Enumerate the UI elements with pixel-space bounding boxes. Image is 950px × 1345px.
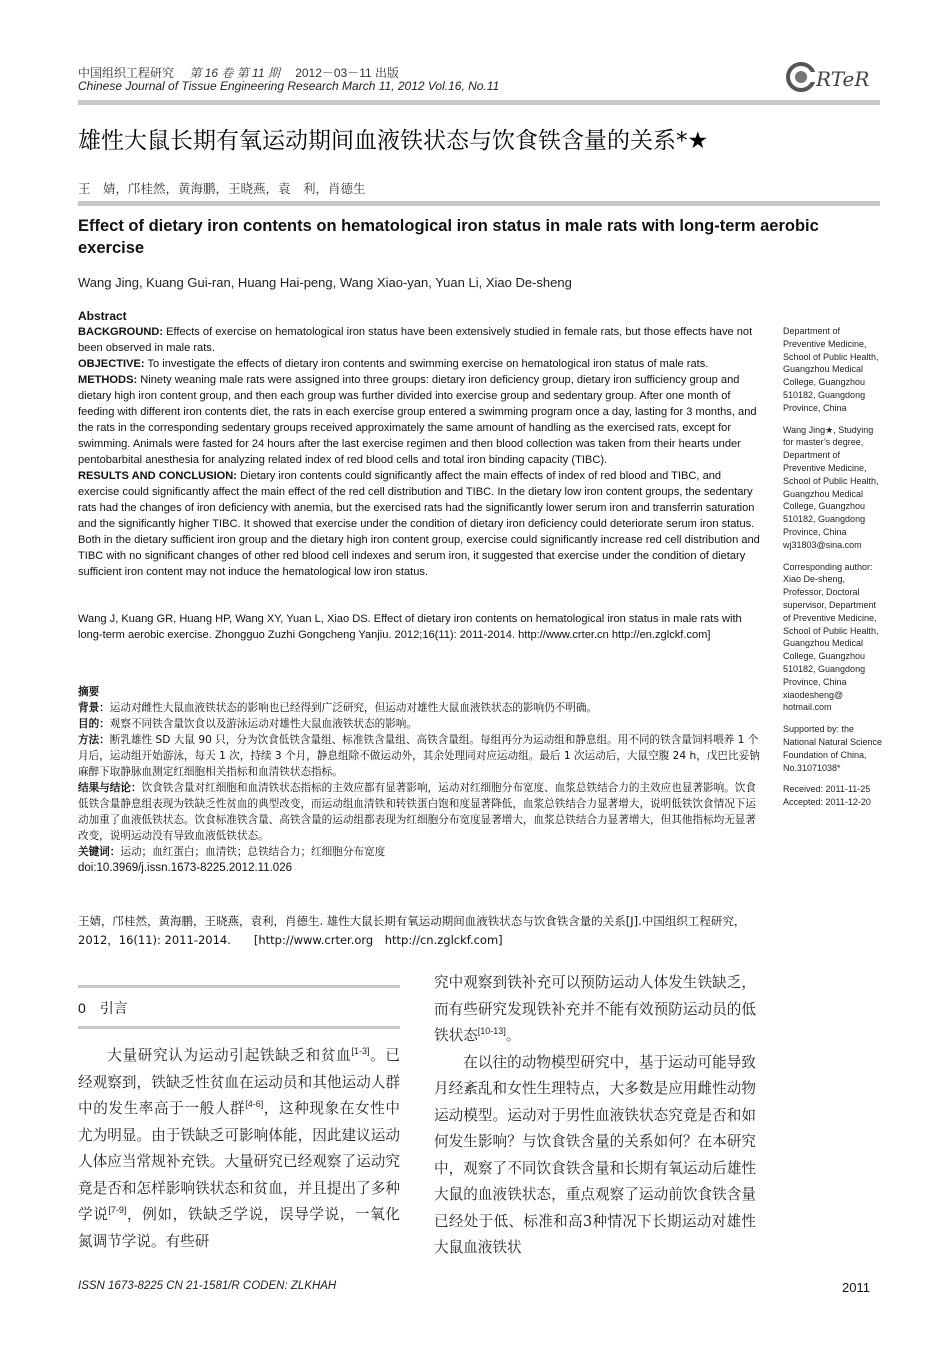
footer-issn: ISSN 1673-8225 CN 21-1581/R CODEN: ZLKHAH: [78, 1280, 337, 1292]
section-heading: 0 引言: [78, 1000, 128, 1016]
sidebar-notes: [783, 325, 883, 809]
article-title-cn: 雄性大鼠长期有氧运动期间血液铁状态与饮食铁含量的关系*★: [78, 128, 709, 154]
citation-en: Wang J, Kuang GR, Huang HP, Wang XY, Yuan L, Xiao DS. Effect of dietary iron contents on hematological iron status in male rats with long-term aerobic exercise. Zhongguo Zuzhi Gongcheng Yanjiu. 2012;16(11): 2011-2014. http://www.crter.cn http://en.zglckf.com]: [78, 613, 742, 641]
accepted-date: Accepted: 2011-12-20: [783, 797, 871, 808]
page-number: 2011: [842, 1280, 870, 1295]
abstract-cn-methods: 方法：断乳雄性 SD 大鼠 90 只，分为饮食低铁含量组、标准铁含量组、高铁含量组。每组再分为运动组和静息组。用不同的铁含量饲料喂养 1 个月后，运动组开始游泳，每天 1 次，持续 3 个月，静息组除不做运动外，其余处理同对应运动组。最后 1 次运动后，大鼠空腹 24 h，戊巴比妥钠麻醉下取静脉血测定红细胞相关指标和血清铁状态指标。: [78, 734, 760, 778]
journal-header-en: Chinese Journal of Tissue Engineering Research March 11, 2012 Vol.16, No.11: [78, 79, 500, 93]
abstract-cn-background: 背景：运动对雌性大鼠血液铁状态的影响也已经得到广泛研究，但运动对雄性大鼠血液铁状态的影响仍不明确。: [78, 702, 598, 714]
abstract-cn: [78, 684, 762, 876]
crter-logo: [783, 60, 877, 94]
journal-volume-cn: 第 16 卷 第 11 期: [189, 66, 280, 80]
abstract-methods: METHODS: Ninety weaning male rats were assigned into three groups: dietary iron deficiency group, dietary iron sufficiency group and dietary high iron content group, and then each group was further divided into exercise group and sedentary group. After one month of feeding with different iron contents diet, the rats in each exercise group entered a swimming program once a day, lasting for 3 months, and the rats in the corresponding sedentary groups received approximately the same amount of handling as the exercised rats, except for swimming. Animals were fasted for 24 hours after the last exercise regimen and then blood collection was taken from their hearts under pentobarbital anesthesia for analyzing related index of red blood cells and total iron binding capacity (TIBC).: [78, 374, 757, 466]
citation-cn: 王婧，邝桂然，黄海鹏，王晓燕，袁利，肖德生. 雄性大鼠长期有氧运动期间血液铁状态与饮食铁含量的关系[J].中国组织工程研究，2012，16(11): 2011-2014. [http://www.crter.org http://cn.zglckf.com]: [78, 914, 746, 947]
doi: doi:10.3969/j.issn.1673-8225.2012.11.026: [78, 862, 292, 874]
section-rule-top: [78, 985, 400, 988]
authors-en: Wang Jing, Kuang Gui-ran, Huang Hai-peng, Wang Xiao-yan, Yuan Li, Xiao De-sheng: [78, 275, 572, 290]
funding-note: Supported by: the National Natural Science Foundation of China, No.31071038*: [783, 724, 883, 773]
title-rule: [78, 201, 880, 206]
affiliation: Department of Preventive Medicine, School of Public Health, Guangzhou Medical College, Guangzhou 510182, Guangdong Province, China: [783, 326, 879, 413]
section-rule-bottom: [78, 1026, 400, 1029]
journal-name-cn: 中国组织工程研究: [78, 66, 175, 80]
abstract-results: RESULTS AND CONCLUSION: Dietary iron contents could significantly affect the main effects of index of red blood and TIBC, and exercise could significantly affect the main effect of the red cell distribution and TIBC. In the dietary low iron content groups, the sedentary rats had the changes of iron deficiency with anemia, but the exercised rats had the significantly lower serum iron and transferrin saturation and the significantly higher TIBC. It showed that exercise under the condition of dietary iron deficiency could deteriorate serum iron status. Both in the dietary sufficient iron group and the dietary high iron content group, exercise could significantly increase red cell distribution and TIBC with no significant changes of other red blood cell indexes and serum iron, it suggested that exercise under the condition of dietary sufficient iron content may not induce the hematological low iron status.: [78, 470, 760, 578]
header-rule: [78, 100, 880, 105]
body-paragraph: 大量研究认为运动引起铁缺乏和贫血[1-3]。已经观察到，铁缺乏性贫血在运动员和其他运动人群中的发生率高于一般人群[4-6]，这种现象在女性中尤为明显。由于铁缺乏可影响体能，因此建议运动人体应当常规补充铁。大量研究已经观察了运动究竟是否和怎样影响铁状态和贫血，并且提出了多种学说[7-9]，例如，铁缺乏学说，误导学说，一氧化氮调节学说。有些研: [78, 1046, 400, 1250]
abstract-en: [78, 308, 762, 580]
body-paragraph: 究中观察到铁补充可以预防运动人体发生铁缺乏，而有些研究发现铁补充并不能有效预防运动员的低铁状态[10-13]。: [434, 974, 756, 1044]
abstract-cn-objective: 目的：观察不同铁含量饮食以及游泳运动对雄性大鼠血液铁状态的影响。: [78, 718, 417, 730]
abstract-cn-keywords: 关键词：运动；血红蛋白；血清铁；总铁结合力；红细胞分布宽度: [78, 846, 386, 858]
abstract-background: BACKGROUND: Effects of exercise on hematological iron status have been extensively studied in female rats, but those effects have not been observed in male rats.: [78, 326, 753, 354]
corresponding-author: Corresponding author: Xiao De-sheng, Professor, Doctoral supervisor, Department of Preventive Medicine, School of Public Health, Guangzhou Medical College, Guangzhou 510182, Guangdong Province, China xiaodesheng@ hotmail.com: [783, 561, 879, 713]
body-column-right: [434, 970, 756, 1262]
body-column-left: [78, 1043, 400, 1255]
abstract-objective: OBJECTIVE: To investigate the effects of dietary iron contents and swimming exercise on hematological iron status of male rats.: [78, 358, 709, 370]
logo-text: RTeR: [816, 67, 870, 91]
article-title-en: Effect of dietary iron contents on hematological iron status in male rats with long-term aerobic exercise: [78, 217, 819, 257]
journal-date-cn: 2012－03－11 出版: [295, 66, 400, 80]
first-author-note: Wang Jing★, Studying for master’s degree, Department of Preventive Medicine, School of Public Health, Guangzhou Medical College, Guangzhou 510182, Guangdong Province, China wj31803@sina.com: [783, 424, 879, 550]
received-date: Received: 2011-11-25: [783, 784, 871, 795]
authors-cn: 王 婧，邝桂然，黄海鹏，王晓燕，袁 利，肖德生: [78, 181, 366, 196]
abstract-heading: Abstract: [78, 309, 127, 323]
abstract-cn-results: 结果与结论：饮食铁含量对红细胞和血清铁状态指标的主效应都有显著影响，运动对红细胞分布宽度、血浆总铁结合力的主效应也显著影响。饮食低铁含量静息组表现为铁缺乏性贫血的典型改变，而运动组血清铁和转铁蛋白饱和度显著降低，血浆总铁结合力显著增大，说明低铁饮食情况下运动加重了血液低铁状态。饮食标准铁含量、高铁含量的运动组都表现为红细胞分布宽度显著增大，血浆总铁结合力显著增大，但其他指标均无显著改变，说明运动没有导致血液低铁状态。: [78, 782, 756, 842]
body-paragraph: 在以往的动物模型研究中，基于运动可能导致月经紊乱和女性生理特点，大多数是应用雌性动物运动模型。运动对于男性血液铁状态究竟是否和如何发生影响？与饮食铁含量的关系如何？在本研究中，观察了不同饮食铁含量和长期有氧运动后雄性大鼠的血液铁状态，重点观察了运动前饮食铁含量已经处于低、标准和高3种情况下长期运动对雄性大鼠血液铁状: [434, 1053, 756, 1256]
abstract-cn-heading: 摘要: [78, 686, 100, 698]
